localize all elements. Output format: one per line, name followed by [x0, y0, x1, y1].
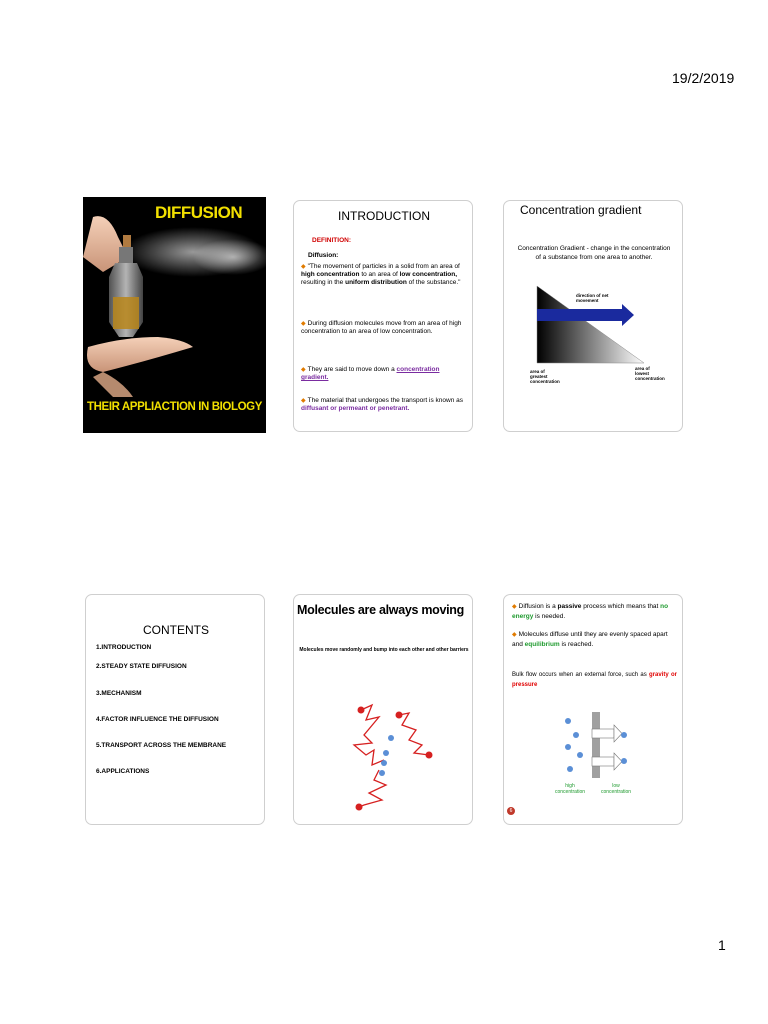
slide-title: CONTENTS [143, 623, 209, 637]
contents-item: 3.MECHANISM [96, 690, 142, 697]
slide-description: Concentration Gradient - change in the concentration of a substance from one area to another. [517, 245, 671, 261]
definition-label: DEFINITION: [312, 237, 351, 244]
slide-contents [85, 594, 265, 825]
page-number: 1 [718, 937, 726, 953]
gradient-diagram [504, 201, 683, 432]
bullet-icon: ◆ [512, 604, 517, 610]
membrane-diagram [504, 595, 683, 825]
slide-diffusion-title [83, 197, 266, 433]
bullet-high-to-low: ◆ During diffusion molecules move from an area of high concentration to an area of low concentration. [301, 320, 462, 335]
perfume-photo [83, 197, 266, 433]
slide-concentration-gradient [503, 200, 683, 432]
random-walk-diagram [294, 595, 473, 825]
slide-molecules-moving [293, 594, 473, 825]
arrow-label: direction of net movement [576, 293, 609, 303]
bulk-flow-text: Bulk flow occurs when an external force, such as gravity or pressure [512, 672, 677, 688]
contents-item: 6.APPLICATIONS [96, 768, 150, 775]
date: 19/2/2019 [672, 70, 735, 86]
bullet-definition: ◆ "The movement of particles in a solid from an area of high concentration to an area of low concentration, resulting in the uniform distribution of the substance." [301, 263, 461, 286]
diffusion-label: Diffusion: [308, 252, 339, 259]
low-concentration-label: low concentration [600, 783, 632, 795]
bullet-equilibrium: ◆ Molecules diffuse until they are evenly spaced apart and equilibrium is reached. [512, 631, 668, 648]
bullet-icon: ◆ [301, 321, 306, 327]
slide-title: Concentration gradient [520, 203, 642, 217]
right-label: area of lowest concentration [635, 366, 665, 381]
slide-title: Molecules are always moving [297, 603, 464, 617]
bullet-icon: ◆ [301, 367, 306, 373]
contents-item: 2.STEADY STATE DIFFUSION [96, 663, 187, 670]
slide-subtitle: THEIR APPLIACTION IN BIOLOGY [87, 401, 262, 413]
slide-title: INTRODUCTION [338, 209, 430, 223]
bullet-passive: ◆ Diffusion is a passive process which means that no energy is needed. [512, 603, 669, 620]
bullet-icon: ◆ [301, 264, 306, 270]
bullet-diffusant: ◆ The material that undergoes the transport is known as diffusant or permeant or penetrant. [301, 397, 463, 412]
concentration-gradient-link[interactable]: concentration gradient. [301, 366, 440, 381]
contents-item: 4.FACTOR INFLUENCE THE DIFFUSION [96, 716, 219, 723]
slide-diffusion-properties [503, 594, 683, 825]
slide-subtitle: Molecules move randomly and bump into each other and other barriers [299, 647, 469, 653]
contents-item: 5.TRANSPORT ACROSS THE MEMBRANE [96, 742, 227, 749]
bullet-icon: ◆ [512, 632, 517, 638]
high-concentration-label: high concentration [554, 783, 586, 795]
slide-number-badge: 6 [507, 807, 515, 815]
bullet-icon: ◆ [301, 398, 306, 404]
bullet-gradient: ◆ They are said to move down a concentration gradient. [301, 366, 440, 381]
slide-introduction [293, 200, 473, 432]
contents-item: 1.INTRODUCTION [96, 644, 152, 651]
slide-title: DIFFUSION [155, 203, 243, 222]
left-label: area of greatest concentration [530, 369, 560, 384]
